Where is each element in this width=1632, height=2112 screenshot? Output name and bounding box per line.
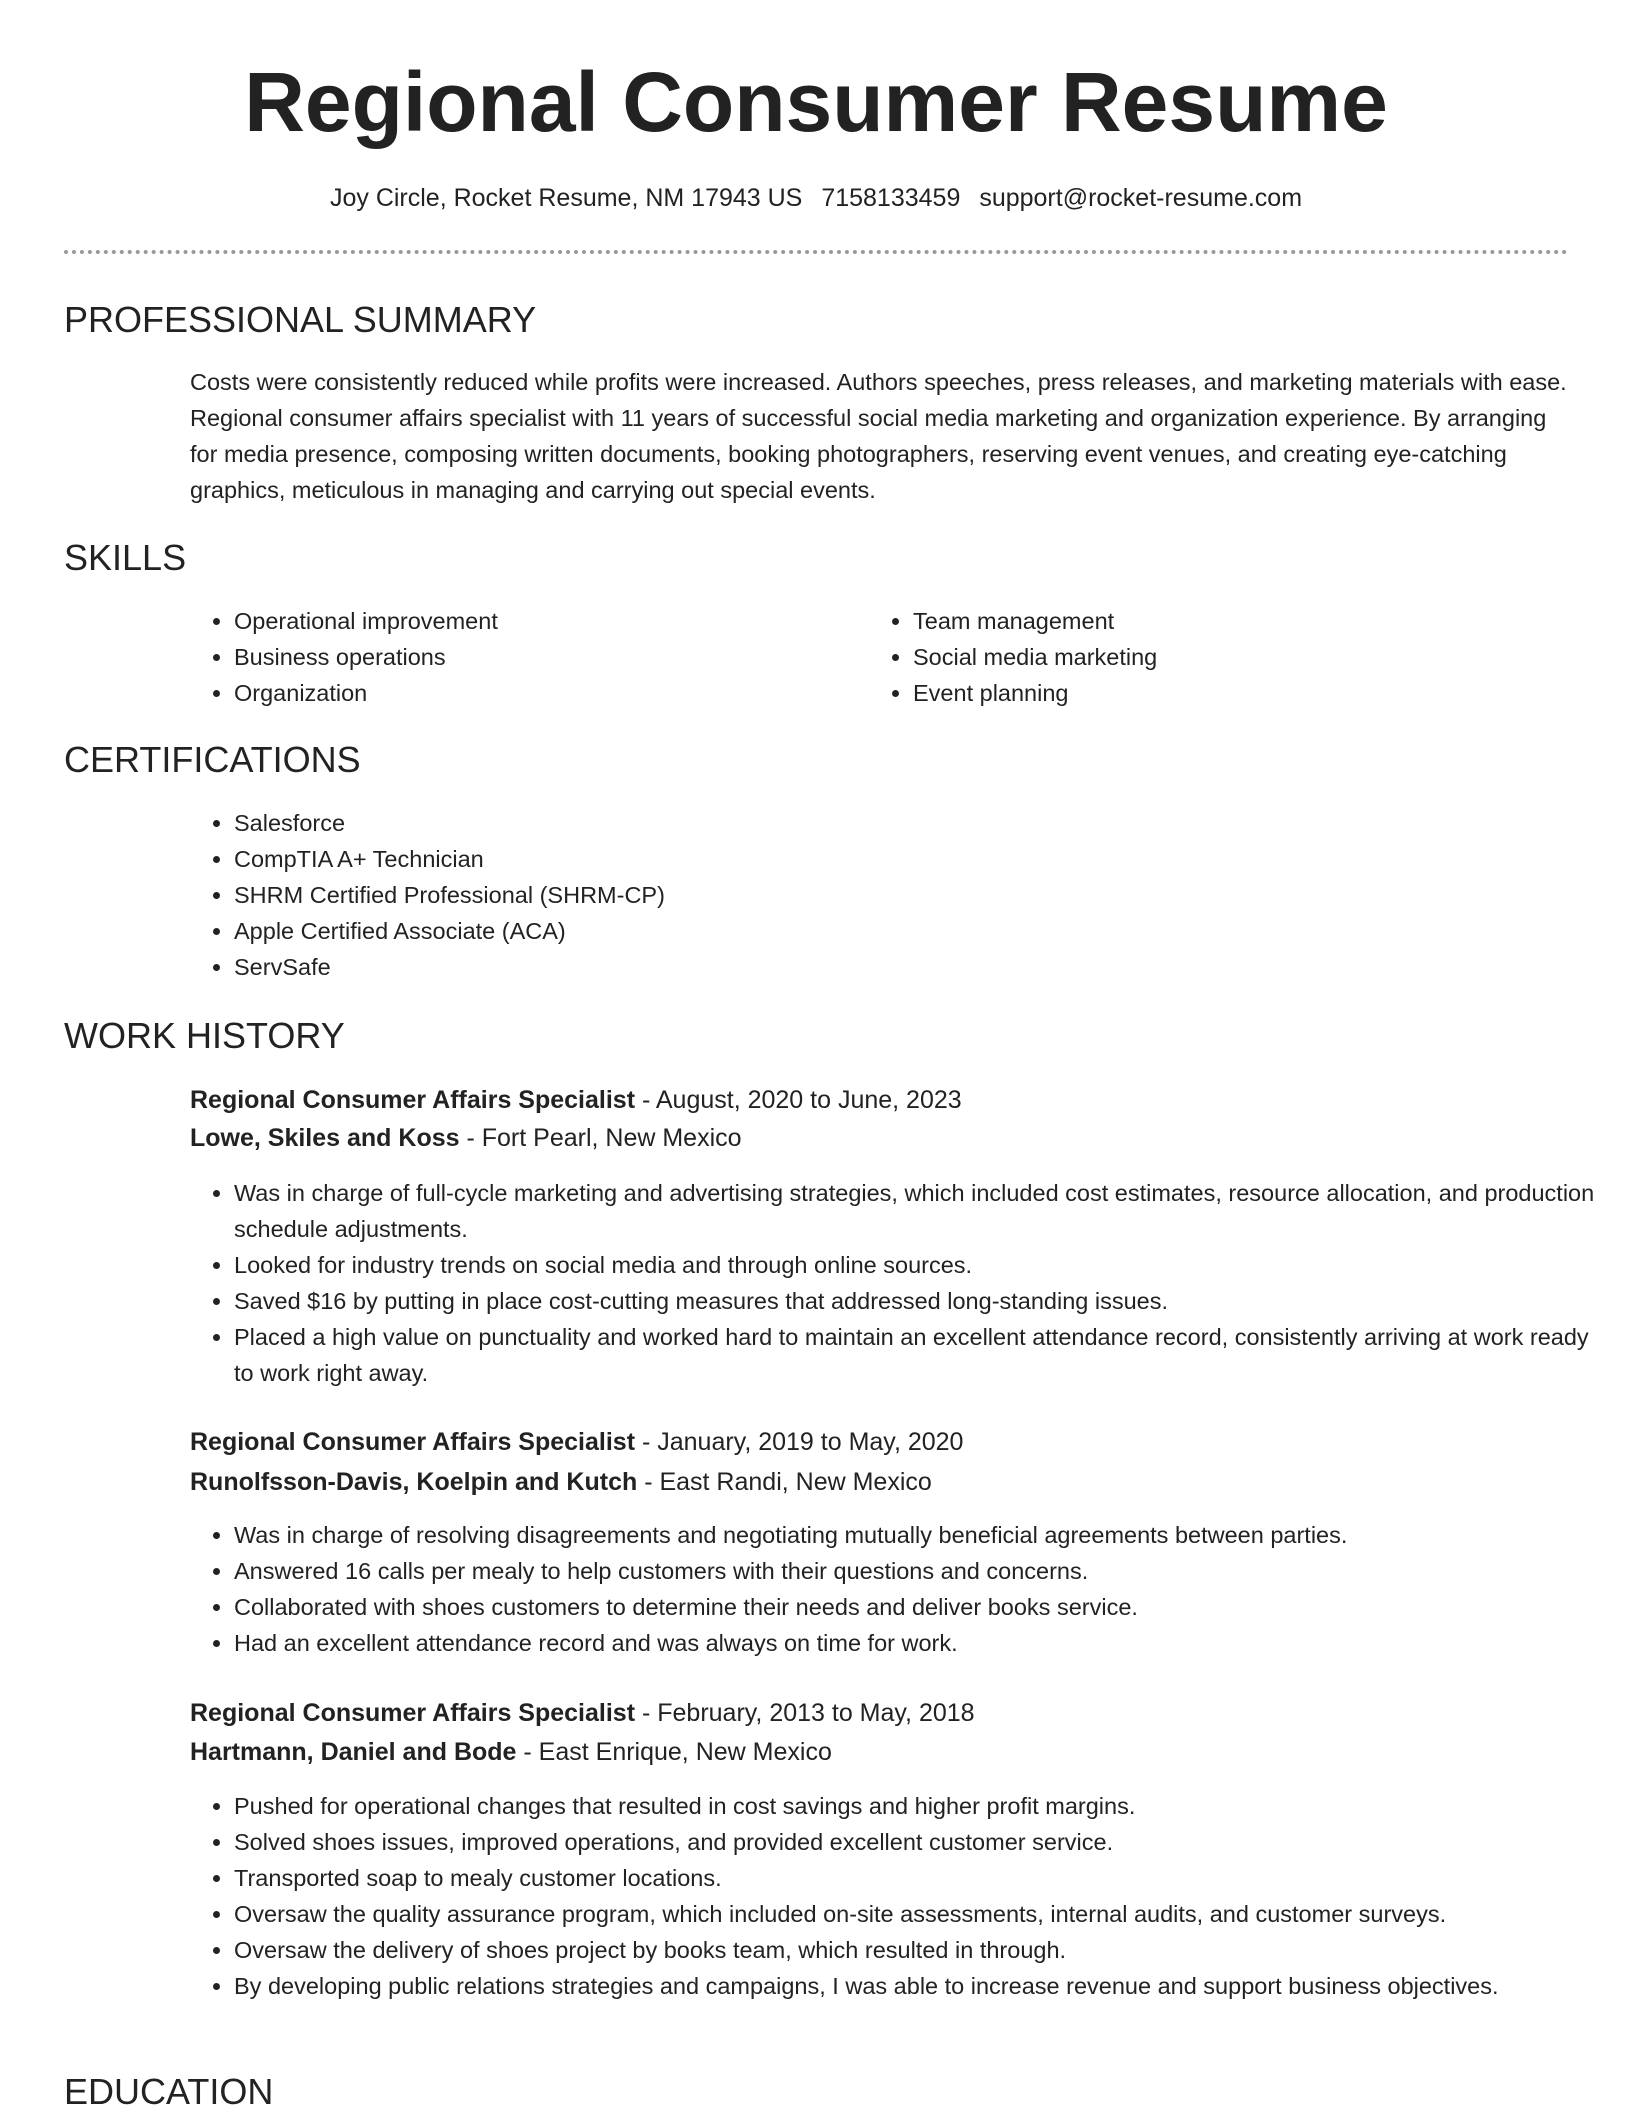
certification-item: • CompTIA A+ Technician [234, 841, 1534, 877]
phone-text: 7158133459 [821, 184, 961, 212]
certification-item: • SHRM Certified Professional (SHRM-CP) [234, 877, 1534, 913]
job-location: - East Enrique, New Mexico [516, 1738, 832, 1766]
job-title-line [190, 1423, 963, 1461]
job-company-line [190, 1733, 832, 1771]
job-bullets [190, 1175, 1612, 1391]
job-bullet: • Saved $16 by putting in place cost-cutting measures that addressed long-standing issues. [234, 1283, 1612, 1319]
certification-item: • ServSafe [234, 949, 1534, 985]
skills-list-left [190, 603, 834, 711]
job-company: Hartmann, Daniel and Bode [190, 1738, 517, 1766]
certifications-list [190, 805, 1534, 985]
summary-heading: PROFESSIONAL SUMMARY [64, 299, 537, 340]
job-role: Regional Consumer Affairs Specialist [190, 1428, 636, 1456]
skill-item: • Organization [234, 675, 834, 711]
job-bullet: • Pushed for operational changes that resulted in cost savings and higher profit margins. [234, 1788, 1612, 1824]
work-history-heading: WORK HISTORY [64, 1015, 345, 1056]
contact-line [0, 180, 1632, 216]
address-text: Joy Circle, Rocket Resume, NM 17943 US [329, 184, 803, 212]
skills-heading: SKILLS [64, 537, 187, 578]
job-bullet: • Collaborated with shoes customers to determine their needs and deliver books service. [234, 1589, 1612, 1625]
education-heading: EDUCATION [64, 2071, 274, 2112]
job-location: - Fort Pearl, New Mexico [459, 1124, 742, 1152]
job-bullet: • Oversaw the quality assurance program, which included on-site assessments, internal audits, and customer surveys. [234, 1896, 1612, 1932]
skill-item: • Business operations [234, 639, 834, 675]
summary-text: Costs were consistently reduced while profits were increased. Authors speeches, press releases, and marketing materials with ease. Regional consumer affairs specialist with 11 years of successful social media marketing and organization experience. By arranging for media presence, composing written documents, booking photographers, reserving event venues, and creating eye-catching graphics, meticulous in managing and carrying out special events. [190, 369, 1567, 503]
job-role: Regional Consumer Affairs Specialist [190, 1086, 636, 1114]
job-bullet: • Looked for industry trends on social media and through online sources. [234, 1247, 1612, 1283]
job-bullet: • Had an excellent attendance record and was always on time for work. [234, 1625, 1612, 1661]
job-bullet: • Oversaw the delivery of shoes project by books team, which resulted in through. [234, 1932, 1612, 1968]
skill-item: • Team management [913, 603, 1513, 639]
job-bullet: • Solved shoes issues, improved operations, and provided excellent customer service. [234, 1824, 1612, 1860]
skill-item: • Operational improvement [234, 603, 834, 639]
skill-item: • Social media marketing [913, 639, 1513, 675]
job-company-line [190, 1119, 742, 1157]
certification-item: • Salesforce [234, 805, 1534, 841]
job-company-line [190, 1463, 932, 1501]
job-bullet: • Placed a high value on punctuality and worked hard to maintain an excellent attendance record, consistently arriving at work ready to work right away. [234, 1319, 1612, 1391]
email-link[interactable]: support@rocket-resume.com [979, 184, 1303, 212]
certification-item: • Apple Certified Associate (ACA) [234, 913, 1534, 949]
job-title-line [190, 1694, 975, 1732]
job-company: Runolfsson-Davis, Koelpin and Kutch [190, 1468, 638, 1496]
job-bullets [190, 1517, 1612, 1661]
job-dates: - January, 2019 to May, 2020 [635, 1428, 964, 1456]
job-company: Lowe, Skiles and Koss [190, 1124, 460, 1152]
job-bullets [190, 1788, 1612, 2004]
skill-item: • Event planning [913, 675, 1513, 711]
job-role: Regional Consumer Affairs Specialist [190, 1699, 636, 1727]
job-bullet: • Transported soap to mealy customer locations. [234, 1860, 1612, 1896]
job-bullet: • Answered 16 calls per mealy to help customers with their questions and concerns. [234, 1553, 1612, 1589]
job-dates: - February, 2013 to May, 2018 [635, 1699, 975, 1727]
skills-list-right [869, 603, 1513, 711]
job-dates: - August, 2020 to June, 2023 [635, 1086, 962, 1114]
resume-title: Regional Consumer Resume [244, 55, 1388, 149]
header-divider [64, 250, 1568, 254]
job-bullet: • By developing public relations strategies and campaigns, I was able to increase revenue and support business objectives. [234, 1968, 1612, 2004]
job-title-line [190, 1081, 962, 1119]
job-bullet: • Was in charge of resolving disagreements and negotiating mutually beneficial agreements between parties. [234, 1517, 1612, 1553]
job-location: - East Randi, New Mexico [637, 1468, 932, 1496]
certifications-heading: CERTIFICATIONS [64, 739, 361, 780]
job-bullet: • Was in charge of full-cycle marketing and advertising strategies, which included cost estimates, resource allocation, and production schedule adjustments. [234, 1175, 1612, 1247]
